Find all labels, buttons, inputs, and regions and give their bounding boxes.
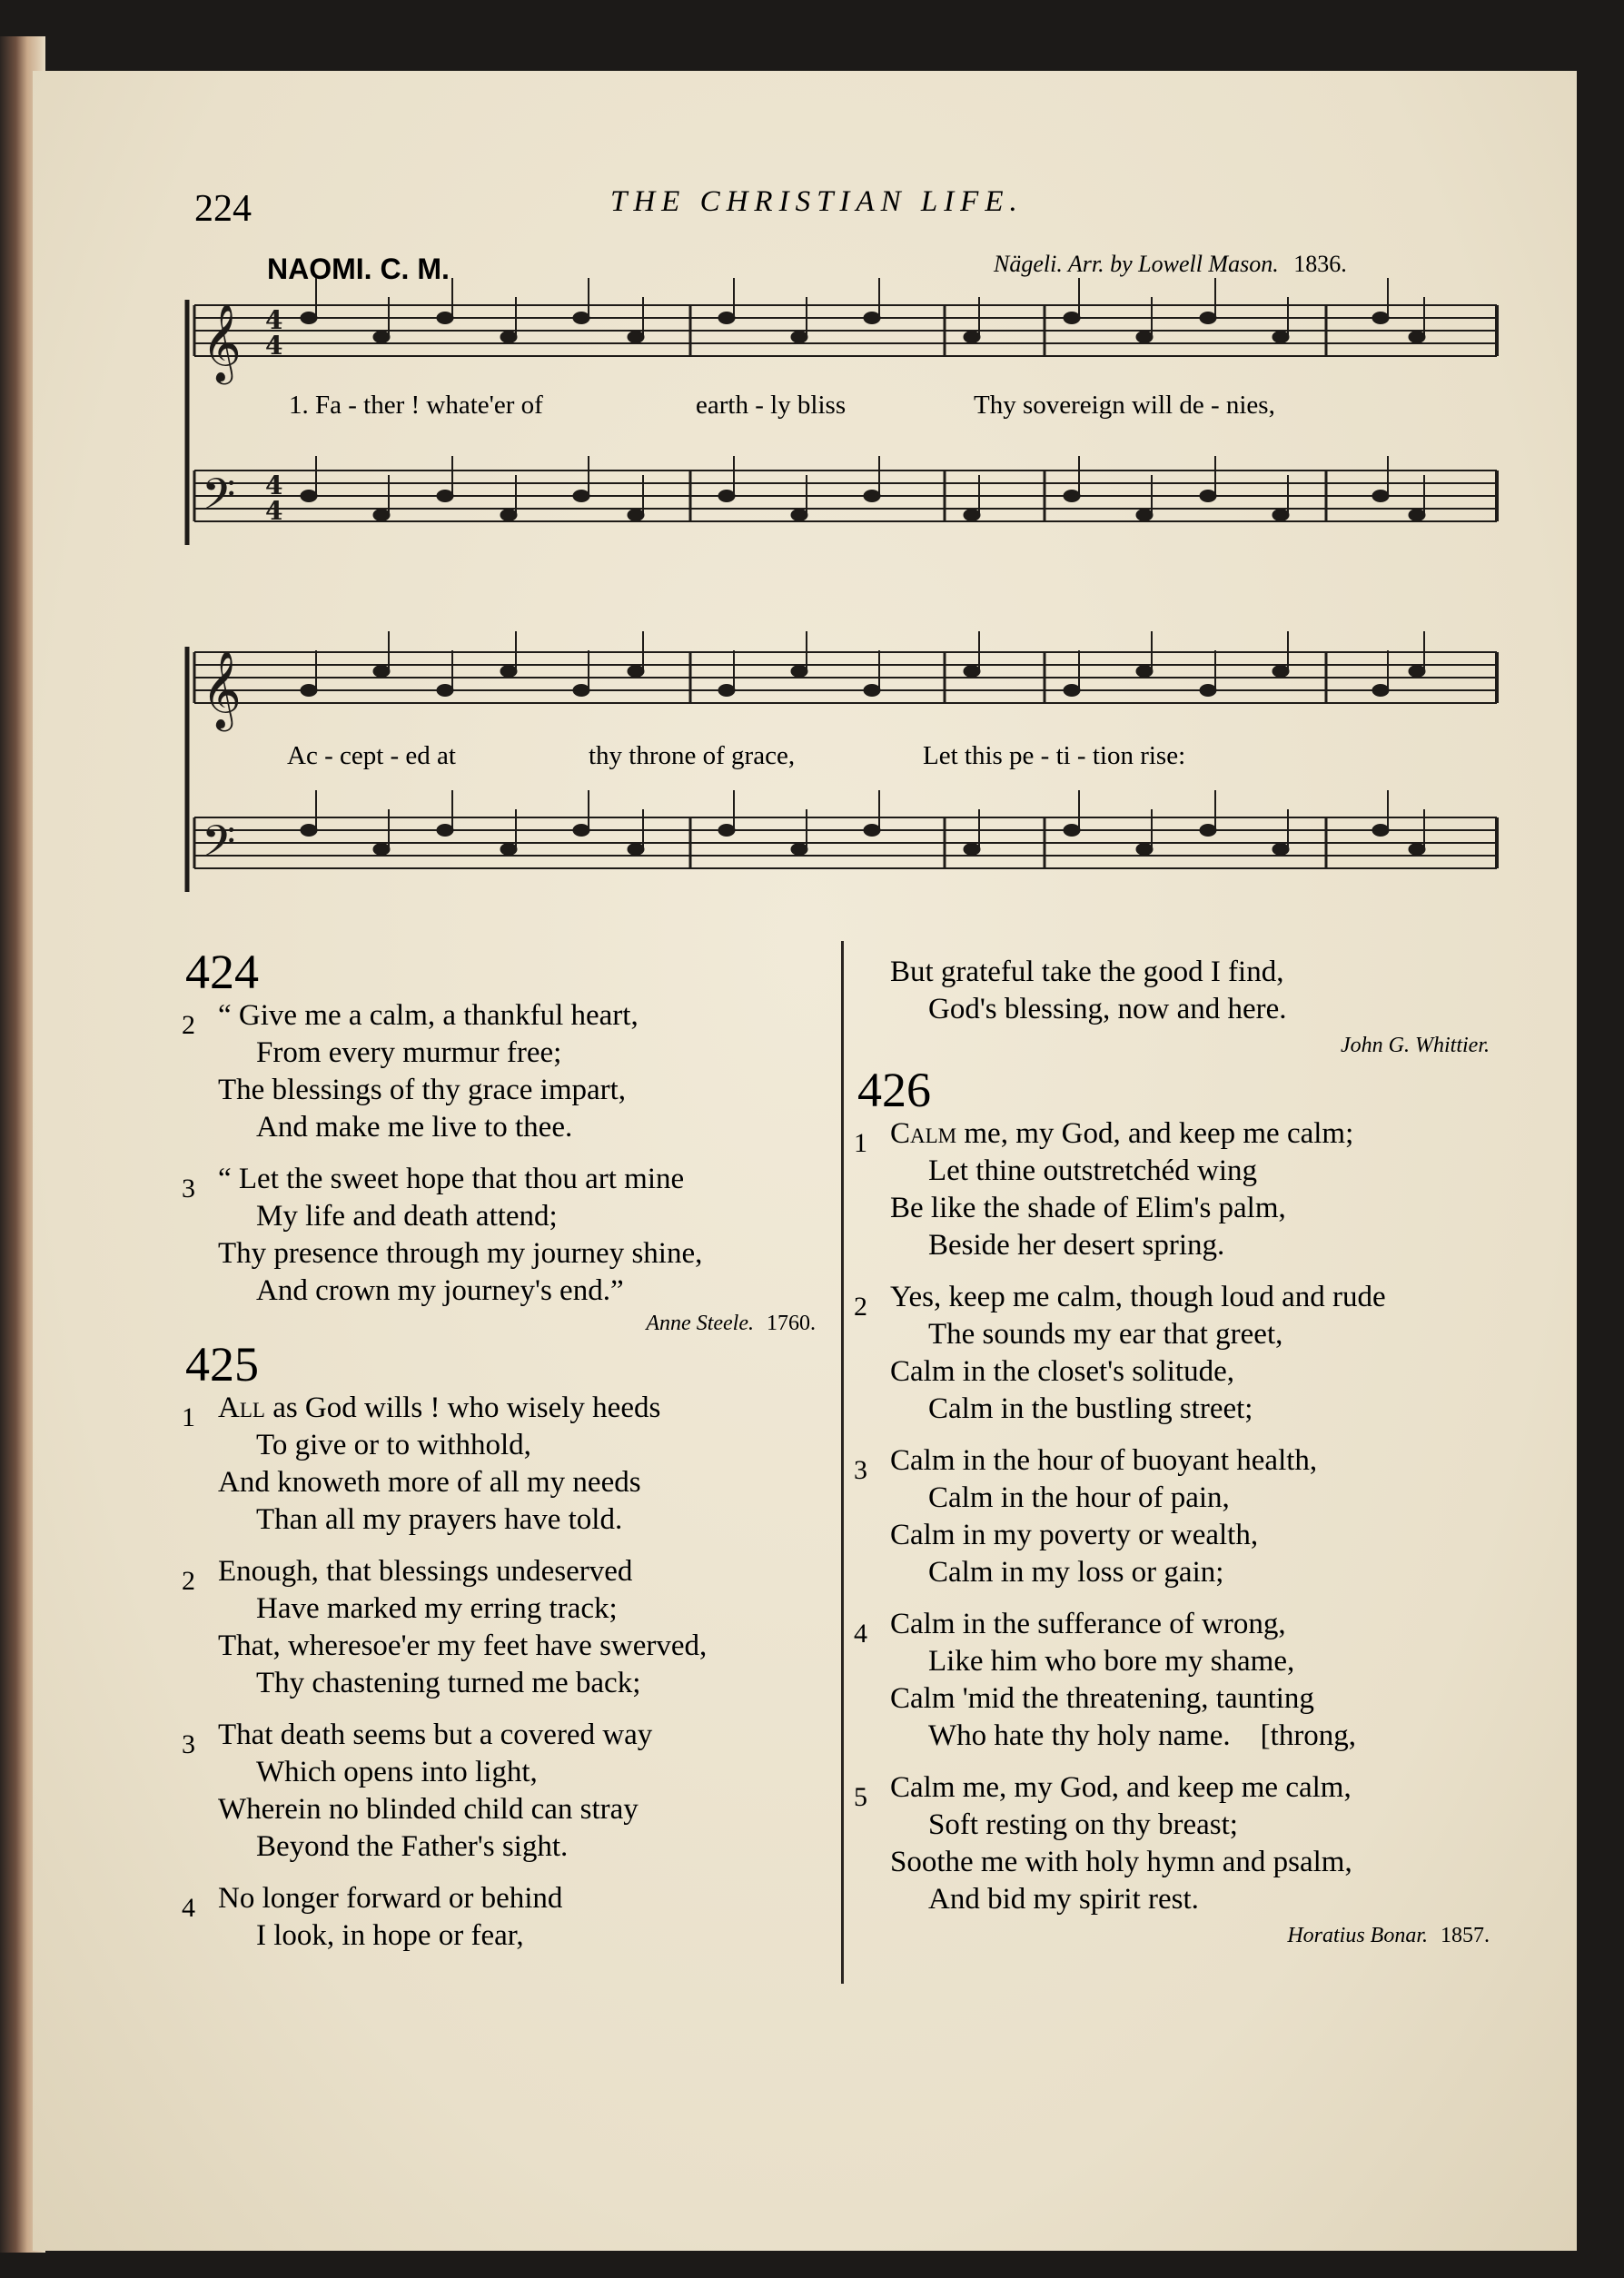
note-head bbox=[373, 844, 390, 856]
note-head bbox=[628, 666, 644, 678]
hymn-number-426: 426 bbox=[857, 1063, 931, 1117]
verse-line: Who hate thy holy name. [throng, bbox=[928, 1719, 1357, 1752]
verse-line: My life and death attend; bbox=[256, 1200, 558, 1233]
stanza-426-5 bbox=[854, 1769, 1499, 1918]
verse-line: Enough, that blessings undeserved bbox=[218, 1555, 633, 1588]
tune-name: NAOMI. C. M. bbox=[267, 253, 450, 285]
verse-line: Calm in the closet's solitude, bbox=[890, 1355, 1234, 1388]
verse-line: me, my God, and keep me calm; bbox=[956, 1117, 1354, 1150]
verse-number: 5 bbox=[854, 1782, 867, 1812]
note-head bbox=[1200, 490, 1216, 502]
note-head bbox=[628, 332, 644, 343]
attribution-424 bbox=[218, 1310, 816, 1337]
stanza-426-1 bbox=[854, 1115, 1499, 1264]
note-head bbox=[628, 510, 644, 521]
verse-number: 4 bbox=[182, 1893, 195, 1923]
note-head bbox=[1064, 825, 1080, 837]
note-head bbox=[1272, 510, 1289, 521]
verse-number: 2 bbox=[854, 1292, 867, 1322]
note-head bbox=[573, 685, 589, 697]
verse-line: “ Give me a calm, a thankful heart, bbox=[218, 999, 639, 1032]
attribution-426 bbox=[890, 1922, 1490, 1949]
verse-line: Calm in the hour of buoyant health, bbox=[890, 1444, 1318, 1477]
verse-line: Than all my prayers have told. bbox=[256, 1503, 623, 1536]
verse-number: 4 bbox=[854, 1619, 867, 1649]
note-head bbox=[573, 825, 589, 837]
svg-text:4: 4 bbox=[265, 470, 283, 500]
verse-line: Calm in my loss or gain; bbox=[928, 1556, 1224, 1589]
verse-line: Soft resting on thy breast; bbox=[928, 1808, 1238, 1841]
note-head bbox=[437, 312, 453, 324]
composer-name: Nägeli. Arr. by Lowell Mason. bbox=[994, 251, 1279, 277]
note-head bbox=[791, 332, 807, 343]
note-head bbox=[964, 666, 980, 678]
verse-line: Calm me, my God, and keep me calm, bbox=[890, 1771, 1352, 1804]
year: 1857. bbox=[1441, 1924, 1490, 1947]
verse-number: 3 bbox=[182, 1729, 195, 1759]
note-head bbox=[1136, 332, 1153, 343]
note-head bbox=[573, 490, 589, 502]
stanza-425-3 bbox=[182, 1717, 827, 1866]
bass-clef-icon: 𝄢 bbox=[202, 469, 236, 530]
lyric-line-2b: thy throne of grace, bbox=[589, 741, 796, 770]
author: Anne Steele. bbox=[646, 1312, 754, 1335]
note-head bbox=[1272, 332, 1289, 343]
stanza-424-2 bbox=[182, 997, 827, 1146]
stanza-425-2 bbox=[182, 1553, 827, 1702]
note-head bbox=[864, 685, 880, 697]
note-head bbox=[500, 666, 517, 678]
note-head bbox=[1272, 666, 1289, 678]
note-head bbox=[864, 490, 880, 502]
note-head bbox=[791, 844, 807, 856]
hymn-number-424: 424 bbox=[185, 945, 259, 999]
verse-line: Which opens into light, bbox=[256, 1756, 538, 1788]
verse-line: That, wheresoe'er my feet have swerved, bbox=[218, 1629, 708, 1662]
verse-line: Soothe me with holy hymn and psalm, bbox=[890, 1846, 1352, 1878]
verse-number: 2 bbox=[182, 1010, 195, 1040]
stanza-425-4a bbox=[182, 1880, 827, 1955]
verse-line: Beside her desert spring. bbox=[928, 1229, 1225, 1262]
verse-line: Be like the shade of Elim's palm, bbox=[890, 1192, 1286, 1224]
verse-line: The sounds my ear that greet, bbox=[928, 1318, 1283, 1351]
verse-line: Thy chastening turned me back; bbox=[256, 1667, 641, 1699]
note-head bbox=[1136, 844, 1153, 856]
verse-number: 3 bbox=[854, 1455, 867, 1485]
page-number-display: 224 bbox=[194, 188, 252, 230]
treble-clef-icon: 𝄞 bbox=[202, 303, 242, 381]
svg-text:4: 4 bbox=[265, 305, 283, 335]
note-head bbox=[718, 490, 735, 502]
verse-line: as God wills ! who wisely heeds bbox=[264, 1392, 661, 1424]
note-head bbox=[373, 666, 390, 678]
verse-line: From every murmur free; bbox=[256, 1036, 562, 1069]
note-head bbox=[1064, 685, 1080, 697]
note-head bbox=[437, 685, 453, 697]
note-head bbox=[1409, 844, 1425, 856]
note-head bbox=[1200, 312, 1216, 324]
verse-line: Calm in the hour of pain, bbox=[928, 1481, 1230, 1514]
note-head bbox=[373, 332, 390, 343]
verse-line: God's blessing, now and here. bbox=[928, 993, 1287, 1025]
note-head bbox=[864, 825, 880, 837]
lyric-line-1b: earth - ly bliss bbox=[696, 391, 847, 420]
verse-line: “ Let the sweet hope that thou art mine bbox=[218, 1163, 685, 1195]
svg-text:4: 4 bbox=[265, 331, 283, 361]
note-head bbox=[1372, 490, 1389, 502]
verse-line: Calm in the bustling street; bbox=[928, 1392, 1253, 1425]
verse-line: Calm 'mid the threatening, taunting bbox=[890, 1682, 1314, 1715]
verse-line: To give or to withhold, bbox=[256, 1429, 531, 1461]
note-head bbox=[1136, 666, 1153, 678]
verse-number: 3 bbox=[182, 1174, 195, 1203]
verse-number: 1 bbox=[182, 1402, 195, 1432]
stanza-426-4 bbox=[854, 1606, 1499, 1755]
verse-number: 2 bbox=[182, 1566, 195, 1596]
note-head bbox=[1272, 844, 1289, 856]
lyric-line-2c: Let this pe - ti - tion rise: bbox=[923, 741, 1186, 770]
note-head bbox=[1409, 332, 1425, 343]
note-head bbox=[791, 510, 807, 521]
stanza-426-2 bbox=[854, 1279, 1499, 1428]
stanza-424-3 bbox=[182, 1161, 827, 1310]
note-head bbox=[301, 685, 317, 697]
note-head bbox=[1200, 825, 1216, 837]
verse-line: And make me live to thee. bbox=[256, 1111, 573, 1144]
stanza-425-1 bbox=[182, 1390, 827, 1539]
note-head bbox=[500, 510, 517, 521]
treble-clef-icon: 𝄞 bbox=[202, 650, 242, 728]
note-head bbox=[1136, 510, 1153, 521]
svg-text:4: 4 bbox=[265, 496, 283, 526]
attribution-425: John G. Whittier. bbox=[1341, 1034, 1490, 1057]
composer-year: 1836. bbox=[1293, 251, 1347, 277]
verse-line: But grateful take the good I find, bbox=[890, 956, 1284, 988]
verse-line: The blessings of thy grace impart, bbox=[218, 1074, 627, 1106]
note-head bbox=[1409, 666, 1425, 678]
running-title: THE CHRISTIAN LIFE. bbox=[610, 185, 1024, 218]
note-head bbox=[718, 825, 735, 837]
note-head bbox=[718, 685, 735, 697]
note-head bbox=[500, 844, 517, 856]
verse-line: Let thine outstretchéd wing bbox=[928, 1154, 1257, 1187]
lyric-line-1c: Thy sovereign will de - nies, bbox=[974, 391, 1275, 420]
verse-line: Yes, keep me calm, though loud and rude bbox=[890, 1281, 1386, 1313]
verse-line: And knoweth more of all my needs bbox=[218, 1466, 641, 1499]
year: 1760. bbox=[767, 1312, 816, 1335]
note-head bbox=[791, 666, 807, 678]
verse-line: I look, in hope or fear, bbox=[256, 1919, 524, 1952]
lyric-line-2a: Ac - cept - ed at bbox=[287, 741, 456, 770]
note-head bbox=[964, 510, 980, 521]
note-head bbox=[301, 312, 317, 324]
verse-line: Calm in my poverty or wealth, bbox=[890, 1519, 1259, 1551]
bass-clef-icon: 𝄢 bbox=[202, 816, 236, 877]
music-score bbox=[0, 0, 1624, 945]
verse-line: Calm in the sufferance of wrong, bbox=[890, 1608, 1286, 1640]
note-head bbox=[1064, 312, 1080, 324]
note-head bbox=[1372, 825, 1389, 837]
note-head bbox=[500, 332, 517, 343]
verse-line: Wherein no blinded child can stray bbox=[218, 1793, 639, 1826]
note-head bbox=[437, 825, 453, 837]
note-head bbox=[964, 332, 980, 343]
note-head bbox=[301, 825, 317, 837]
author: Horatius Bonar. bbox=[1287, 1924, 1428, 1947]
verse-line: Beyond the Father's sight. bbox=[256, 1830, 569, 1863]
stanza-425-4b bbox=[890, 954, 1499, 1028]
initial-word: Calm bbox=[890, 1117, 957, 1150]
verse-line: That death seems but a covered way bbox=[218, 1718, 653, 1751]
note-head bbox=[573, 312, 589, 324]
stanza-426-3 bbox=[854, 1442, 1499, 1591]
hymn-number-425: 425 bbox=[185, 1337, 259, 1392]
note-head bbox=[301, 490, 317, 502]
verse-line: And bid my spirit rest. bbox=[928, 1883, 1199, 1916]
verse-line: Like him who bore my shame, bbox=[928, 1645, 1295, 1678]
note-head bbox=[864, 312, 880, 324]
note-head bbox=[1372, 312, 1389, 324]
initial-word: All bbox=[218, 1392, 265, 1424]
note-head bbox=[964, 844, 980, 856]
verse-line: No longer forward or behind bbox=[218, 1882, 563, 1915]
note-head bbox=[1372, 685, 1389, 697]
note-head bbox=[1200, 685, 1216, 697]
note-head bbox=[1409, 510, 1425, 521]
note-head bbox=[718, 312, 735, 324]
column-divider bbox=[841, 941, 844, 1984]
verse-line: Thy presence through my journey shine, bbox=[218, 1237, 703, 1270]
verse-line: Have marked my erring track; bbox=[256, 1592, 618, 1625]
right-column bbox=[854, 954, 1499, 1951]
note-head bbox=[373, 510, 390, 521]
note-head bbox=[628, 844, 644, 856]
left-column bbox=[182, 941, 827, 1969]
verse-line: And crown my journey's end.” bbox=[256, 1274, 624, 1307]
note-head bbox=[1064, 490, 1080, 502]
verse-number: 1 bbox=[854, 1128, 867, 1158]
lyric-line-1a: 1. Fa - ther ! whate'er of bbox=[289, 391, 543, 420]
note-head bbox=[437, 490, 453, 502]
